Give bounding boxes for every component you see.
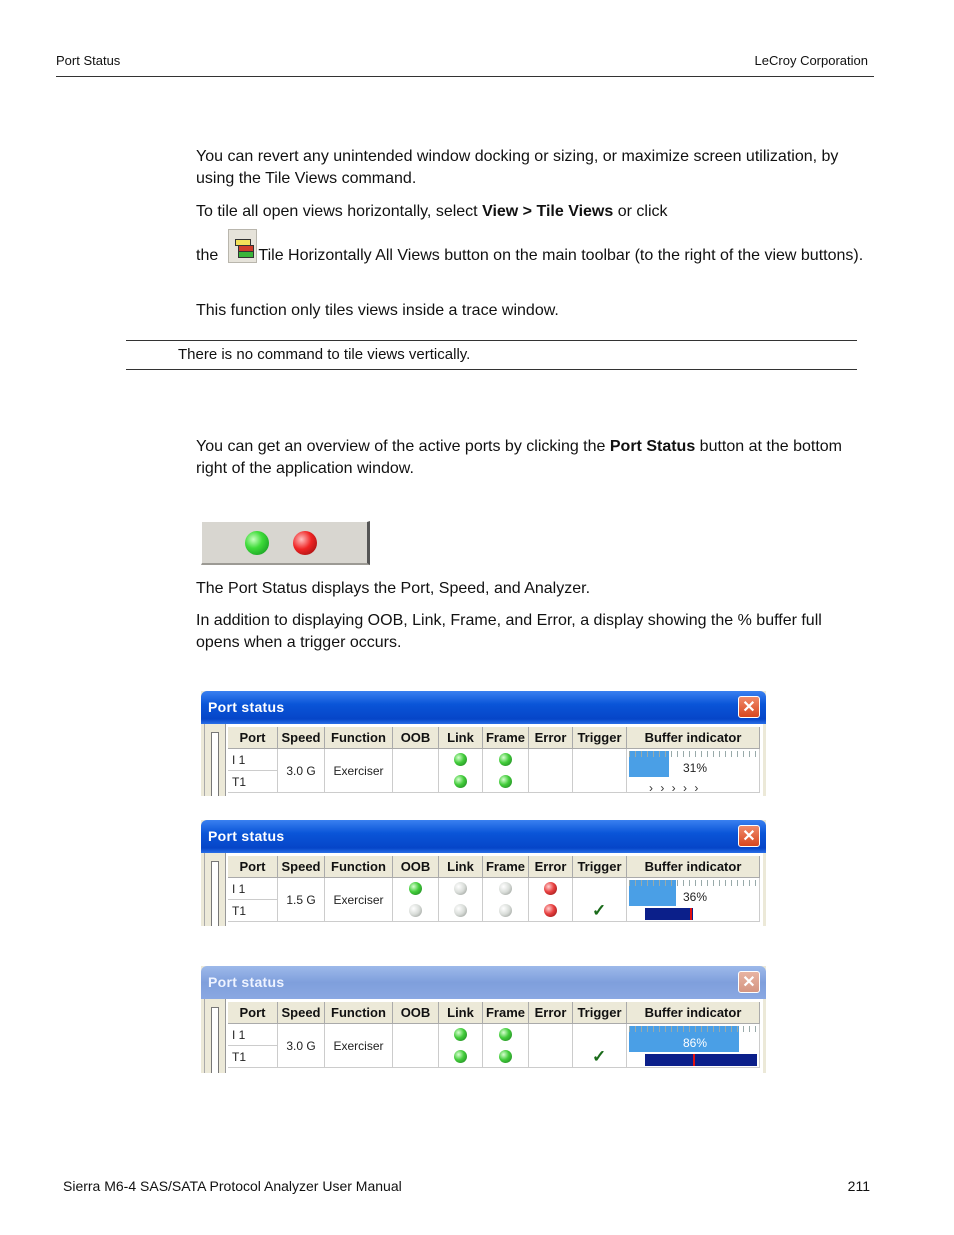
port-cell: T1 (228, 771, 278, 793)
frame-cell (483, 878, 529, 922)
column-header: Port (228, 856, 278, 878)
link-led-icon (454, 1028, 467, 1041)
column-header: Trigger (573, 1002, 627, 1024)
port-status-window-2 (201, 820, 766, 926)
scrollbar[interactable] (205, 999, 226, 1073)
speed-cell: 3.0 G (278, 749, 325, 793)
link-led-icon (454, 882, 467, 895)
column-header: Function (325, 1002, 393, 1024)
title-bar (201, 966, 766, 999)
note-box (126, 340, 857, 370)
port-status-window-3 (201, 966, 766, 1073)
text: button at the bottom right of the application window. (196, 438, 842, 477)
text: You can get an overview of the active ports by clicking the (196, 438, 610, 455)
trigger-check-icon: ✓ (592, 901, 607, 920)
port-status-button[interactable] (201, 521, 370, 565)
column-header: Link (439, 727, 483, 749)
link-cell (439, 749, 483, 793)
green-led-icon (245, 531, 269, 555)
title-bar (201, 691, 766, 724)
oob-cell (393, 878, 439, 922)
paragraph-buffer-display: In addition to displaying OOB, Link, Frame, and Error, a display showing the % buffer full opens when a trigger occurs. (196, 612, 822, 651)
column-header: OOB (393, 1002, 439, 1024)
header-rule (56, 76, 874, 77)
paragraph-toolbar-button (196, 245, 868, 267)
buffer-percent: 36% (683, 890, 708, 904)
frame-cell (483, 749, 529, 793)
oob-cell (393, 1024, 439, 1068)
column-header: OOB (393, 727, 439, 749)
scrollbar[interactable] (205, 853, 226, 926)
buffer-arrows: › › › › › (649, 781, 701, 795)
error-cell (529, 749, 573, 793)
trigger-cell (573, 749, 627, 793)
frame-led-icon (499, 1028, 512, 1041)
close-icon[interactable]: ✕ (738, 825, 760, 847)
port-cell: T1 (228, 900, 278, 922)
column-header: Frame (483, 727, 529, 749)
frame-led-icon (499, 882, 512, 895)
column-header: Buffer indicator (627, 856, 760, 878)
function-cell: Exerciser (325, 749, 393, 793)
port-cell: I 1 (228, 878, 278, 900)
buffer-indicator (627, 749, 760, 793)
menu-path: View > Tile Views (482, 203, 614, 220)
paragraph-tile-views: You can revert any unintended window docking or sizing, or maximize screen utilization, by using the Tile Views command. (196, 148, 839, 187)
buffer-percent: 31% (683, 761, 708, 775)
paragraph-port-status-button (196, 436, 868, 480)
window-body (204, 999, 763, 1073)
page-header-right: LeCroy Corporation (754, 53, 868, 68)
speed-cell: 1.5 G (278, 878, 325, 922)
function-cell: Exerciser (325, 1024, 393, 1068)
paragraph-trace-window: This function only tiles views inside a trace window. (196, 302, 559, 319)
column-header: Trigger (573, 727, 627, 749)
frame-cell (483, 1024, 529, 1068)
column-header: Frame (483, 1002, 529, 1024)
column-header: Trigger (573, 856, 627, 878)
column-header: Error (529, 727, 573, 749)
error-led-icon (544, 904, 557, 917)
column-header: Link (439, 856, 483, 878)
link-led-icon (454, 775, 467, 788)
column-header: Frame (483, 856, 529, 878)
column-header: Link (439, 1002, 483, 1024)
column-header: Buffer indicator (627, 1002, 760, 1024)
column-header: Speed (278, 856, 325, 878)
title-bar (201, 820, 766, 853)
trigger-cell (573, 1024, 627, 1068)
link-led-icon (454, 1050, 467, 1063)
error-led-icon (544, 882, 557, 895)
close-icon[interactable]: ✕ (738, 971, 760, 993)
button-name: Port Status (609, 438, 696, 455)
oob-led-icon (409, 882, 422, 895)
frame-led-icon (499, 753, 512, 766)
port-status-window-1 (201, 691, 766, 796)
window-title: Port status (208, 699, 285, 715)
page-number: 211 (847, 1178, 870, 1194)
page-footer-left: Sierra M6-4 SAS/SATA Protocol Analyzer User Manual (63, 1178, 402, 1194)
port-cell: I 1 (228, 1024, 278, 1046)
column-header: Function (325, 856, 393, 878)
close-icon[interactable]: ✕ (738, 696, 760, 718)
column-header: Buffer indicator (627, 727, 760, 749)
column-header: OOB (393, 856, 439, 878)
window-body (204, 724, 763, 796)
window-title: Port status (208, 974, 285, 990)
trigger-check-icon: ✓ (592, 1047, 607, 1066)
column-header: Port (228, 1002, 278, 1024)
paragraph-port-status-displays: The Port Status displays the Port, Speed, and Analyzer. (196, 580, 591, 597)
column-header: Error (529, 856, 573, 878)
frame-led-icon (499, 904, 512, 917)
speed-cell: 3.0 G (278, 1024, 325, 1068)
buffer-percent: 86% (683, 1036, 708, 1050)
buffer-indicator (627, 878, 760, 922)
oob-cell (393, 749, 439, 793)
oob-led-icon (409, 904, 422, 917)
text: Tile Horizontally All Views button on the main toolbar (to the right of the view buttons). (254, 247, 864, 264)
buffer-trigger-bar (645, 1054, 757, 1066)
column-header: Speed (278, 1002, 325, 1024)
trigger-marker (690, 908, 692, 920)
note-text: There is no command to tile views vertically. (178, 346, 471, 363)
red-led-icon (293, 531, 317, 555)
paragraph-tile-horizontally (196, 201, 868, 223)
link-cell (439, 1024, 483, 1068)
buffer-indicator (627, 1024, 760, 1068)
text: To tile all open views horizontally, select (196, 203, 483, 220)
link-cell (439, 878, 483, 922)
link-led-icon (454, 904, 467, 917)
column-header: Function (325, 727, 393, 749)
function-cell: Exerciser (325, 878, 393, 922)
page-header-left: Port Status (56, 53, 121, 68)
column-header: Speed (278, 727, 325, 749)
trigger-marker (693, 1054, 695, 1066)
trigger-cell (573, 878, 627, 922)
text: or click (613, 203, 668, 220)
window-title: Port status (208, 828, 285, 844)
error-cell (529, 1024, 573, 1068)
window-body (204, 853, 763, 926)
scrollbar[interactable] (205, 724, 226, 796)
port-cell: T1 (228, 1046, 278, 1068)
column-header: Port (228, 727, 278, 749)
frame-led-icon (499, 775, 512, 788)
link-led-icon (454, 753, 467, 766)
port-cell: I 1 (228, 749, 278, 771)
text: the (196, 247, 219, 264)
error-cell (529, 878, 573, 922)
buffer-trigger-bar (645, 908, 693, 920)
frame-led-icon (499, 1050, 512, 1063)
column-header: Error (529, 1002, 573, 1024)
